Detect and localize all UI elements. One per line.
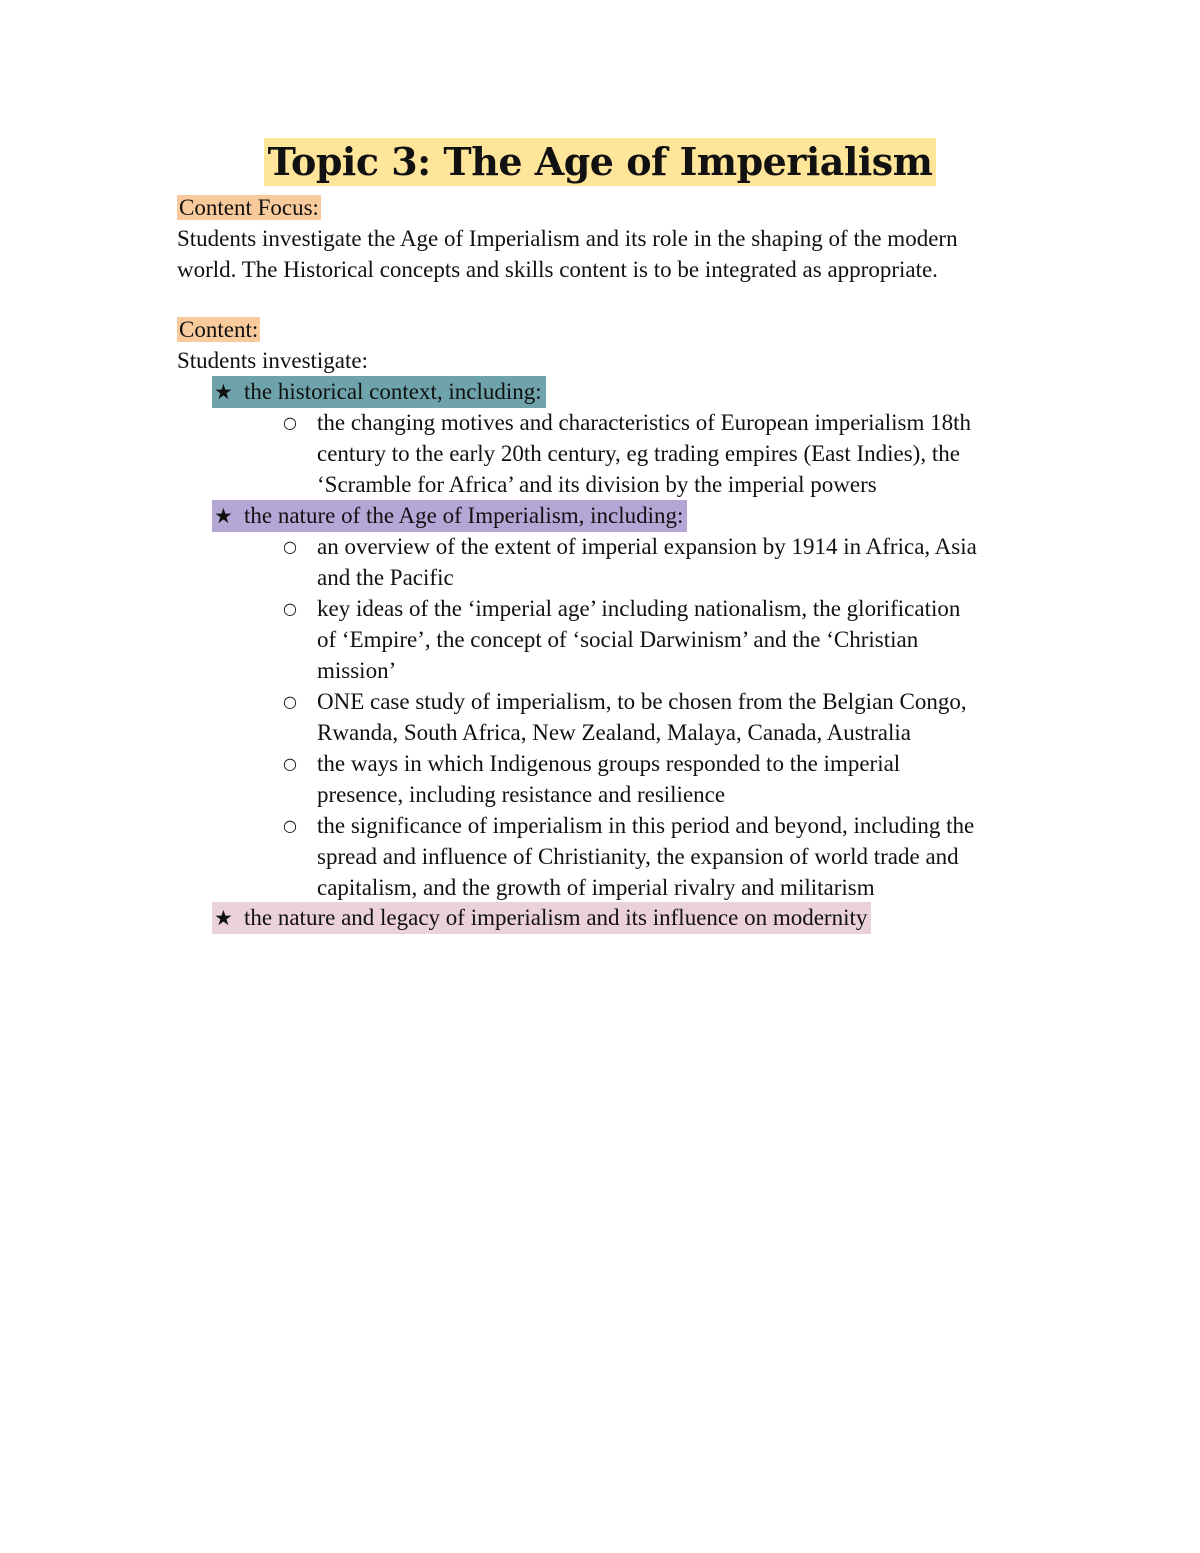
list-item-line: the significance of imperialism in this period and beyond, including the [317,813,975,838]
section-heading-highlight [212,376,546,408]
list-item-line: key ideas of the ‘imperial age’ including nationalism, the glorification [317,596,961,621]
list-item-line: an overview of the extent of imperial expansion by 1914 in Africa, Asia [317,534,977,559]
list-item-line: presence, including resistance and resilience [317,782,726,807]
section-heading-text: the historical context, including: [244,379,542,404]
circle-bullet-icon: ○ [283,754,297,773]
section-heading-highlight [212,500,687,532]
section-heading-text: the nature and legacy of imperialism and its influence on modernity [244,905,868,930]
content-focus-line-2: world. The Historical concepts and skills content is to be integrated as appropriate. [177,257,938,282]
star-icon: ★ [214,380,233,404]
circle-bullet-icon: ○ [283,537,297,556]
section-heading-nature-and-legacy [212,902,871,933]
list-item-line: century to the early 20th century, eg trading empires (East Indies), the [317,441,960,466]
content-block [177,314,1077,376]
list-item-line: ONE case study of imperialism, to be chosen from the Belgian Congo, [317,689,967,714]
content-focus-line-1: Students investigate the Age of Imperialism and its role in the shaping of the modern [177,226,958,251]
content-label: Content: [179,317,259,342]
section-heading-text: the nature of the Age of Imperialism, including: [244,503,684,528]
circle-bullet-icon: ○ [283,692,297,711]
circle-bullet-icon: ○ [283,413,297,432]
list-item [283,593,1083,686]
list-item-line: Rwanda, South Africa, New Zealand, Malaya, Canada, Australia [317,720,911,745]
list-item [283,407,1083,500]
list-item [283,686,1083,748]
section-heading-highlight [212,902,871,934]
star-icon: ★ [214,906,233,930]
list-item-line: mission’ [317,658,397,683]
section-heading-nature-of-age [212,500,687,531]
content-intro: Students investigate: [177,348,369,373]
circle-bullet-icon: ○ [283,599,297,618]
list-item-line: the changing motives and characteristics of European imperialism 18th [317,410,972,435]
content-focus-block [177,192,1077,285]
list-item-line: capitalism, and the growth of imperial rivalry and militarism [317,875,875,900]
list-item-line: spread and influence of Christianity, the expansion of world trade and [317,844,959,869]
list-item-line: ‘Scramble for Africa’ and its division by the imperial powers [317,472,877,497]
title-wrap [0,138,1200,186]
list-item [283,748,1083,810]
star-icon: ★ [214,504,233,528]
list-item [283,531,1083,593]
list-item-line: of ‘Empire’, the concept of ‘social Darwinism’ and the ‘Christian [317,627,919,652]
section-heading-historical-context [212,376,546,407]
content-focus-label: Content Focus: [179,195,319,220]
list-item [283,810,1083,903]
circle-bullet-icon: ○ [283,816,297,835]
list-item-line: the ways in which Indigenous groups responded to the imperial [317,751,901,776]
list-item-line: and the Pacific [317,565,454,590]
page-title: Topic 3: The Age of Imperialism [264,138,937,186]
